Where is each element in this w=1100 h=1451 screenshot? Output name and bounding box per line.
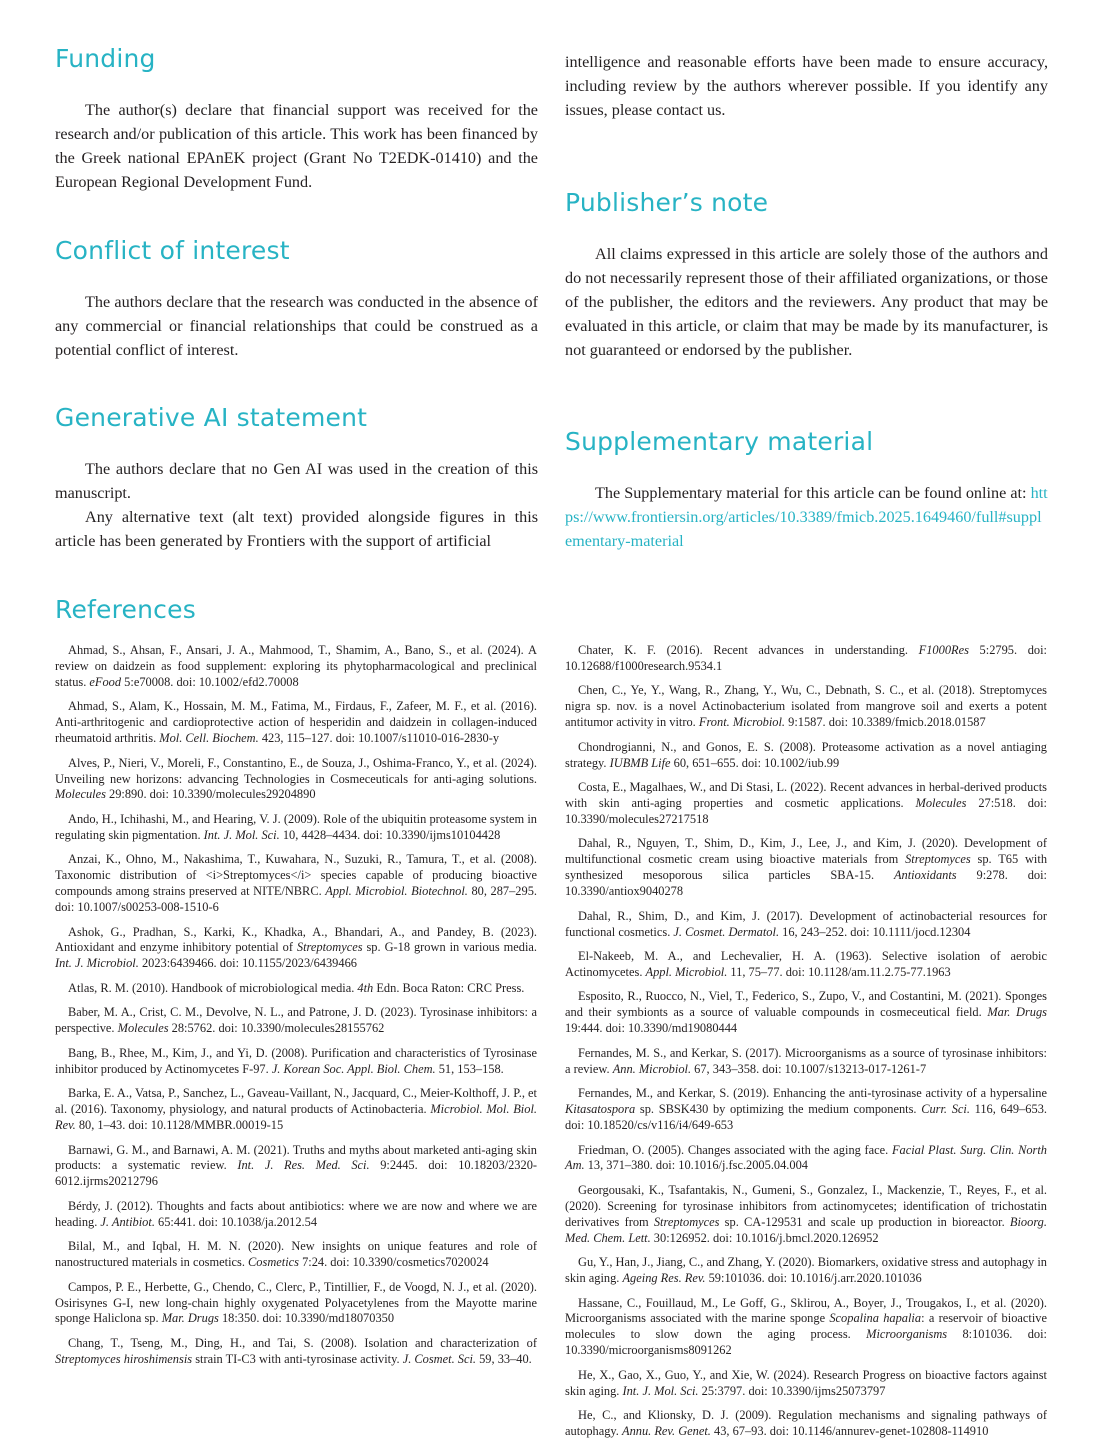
publishers-note-paragraph: All claims expressed in this article are solely those of the authors and do not necessarily represent those of their affiliated organizations, or those of the publisher, the editors and the reviewers. Any product that may be evaluated in this article, or claim that may be made by its manufacturer, is not guaranteed or endorsed by the publisher. [565,245,1048,359]
reference-text: Bang, B., Rhee, M., Kim, J., and Yi, D. (2008). Purification and characteristics of Tyrosinase inhibitor produced by Actinomycetes F-97. [55,1045,537,1076]
reference-text: Anzai, K., Ohno, M., Nakashima, T., Kuwahara, N., Suzuki, R., Tamura, T., et al. (2008). Taxonomic distribution of <i>Streptomyces</i> species capable of producing bioactive compounds among strains preserved at NITE/NBRC. [55,852,537,899]
reference-text: 5:2795. doi: 10.12688/f1000research.9534.1 [565,643,1047,673]
reference-entry [55,1199,537,1231]
reference-journal: Int. J. Mol. Sci. [203,827,280,842]
reference-text: 116, 649–653. doi: 10.18520/cs/v116/i4/649-653 [565,1102,1047,1132]
reference-text: 25:3797. doi: 10.3390/ijms25073797 [698,1383,886,1398]
reference-text: 11, 75–77. doi: 10.1128/am.11.2.75-77.1963 [727,964,951,979]
reference-journal: Ageing Res. Rev. [622,1271,706,1286]
reference-entry [565,1046,1047,1078]
reference-text: 51, 153–158. [435,1061,504,1076]
conflict-of-interest-heading: Conflict of interest [55,236,290,265]
reference-entry [565,683,1047,731]
reference-text: Bilal, M., and Iqbal, H. M. N. (2020). New insights on unique features and role of nanostructured materials in cosmetics. [55,1239,537,1270]
reference-journal: Molecules [55,787,106,802]
reference-entry [565,836,1047,900]
reference-entry [55,1005,537,1037]
reference-journal: IUBMB Life [609,755,671,770]
conflict-of-interest-paragraph: The authors declare that the research was conducted in the absence of any commercial or financial relationships that could be construed as a potential conflict of interest. [55,293,538,359]
reference-text: 80, 1–43. doi: 10.1128/MMBR.00019-15 [75,1118,284,1132]
reference-text: Friedman, O. (2005). Changes associated with the aging face. [578,1142,892,1157]
reference-text: 19:444. doi: 10.3390/md19080444 [565,1021,738,1036]
generative-ai-continuation [565,50,1048,122]
reference-entry [565,1408,1047,1440]
generative-ai-paragraph-continued: intelligence and reasonable efforts have been made to ensure accuracy, including review by the authors wherever possible. If you identify any issues, please contact us. [565,53,1048,119]
reference-text: Chondrogianni, N., and Gonos, E. S. (2008). Proteasome activation as a novel antiaging strategy. [565,739,1047,770]
reference-journal: J. Korean Soc. Appl. Biol. Chem. [271,1061,436,1076]
references-list-right [565,643,1047,1449]
reference-entry [565,1255,1047,1287]
reference-text: Gu, Y., Han, J., Jiang, C., and Zhang, Y. (2020). Biomarkers, oxidative stress and autophagy in skin aging. [565,1255,1047,1286]
reference-journal: Streptomyces [905,852,971,867]
reference-entry [565,989,1047,1037]
reference-journal: Mar. Drugs [987,1005,1047,1020]
reference-text: 43, 67–93. doi: 10.1146/annurev-genet-102808-114910 [710,1424,989,1439]
reference-journal: Molecules [117,1021,169,1036]
reference-text: 29:890. doi: 10.3390/molecules29204890 [105,787,316,802]
supplementary-material-heading: Supplementary material [565,427,874,456]
reference-text: Campos, P. E., Herbette, G., Chendo, C., Clerc, P., Tintillier, F., de Voogd, N. J., et al. (2020). Osirisynes G-I, new long-chain highly oxygenated Polyacetylenes from the Mayotte marine sponge Haliclona sp. [55,1279,537,1326]
funding-section [55,44,538,194]
generative-ai-section [55,403,538,553]
reference-text: 9:2445. doi: 10.18203/2320-6012.ijrms20212796 [55,1158,538,1189]
reference-text: sp. T65 with synthesized mesoporous silica particles SBA-15. [565,852,1048,883]
supplementary-material-link[interactable]: https://www.frontiersin.org/articles/10.3389/fmicb.2025.1649460/full#supplementary-material [565,484,1048,550]
reference-text: Georgousaki, K., Tsafantakis, N., Gumeni, S., Gonzalez, I., Mackenzie, T., Reyes, F., et al. (2020). Screening for tyrosinase inhibitors from actinomycetes; identification of trichostatin derivatives from [565,1182,1047,1229]
reference-journal: Appl. Microbiol. [645,964,728,979]
reference-entry [565,1143,1047,1175]
reference-text: 9:278. doi: 10.3390/antiox9040278 [565,868,1047,899]
reference-journal: Appl. Microbiol. Biotechnol. [325,884,468,899]
reference-entry [55,756,537,804]
reference-journal: Front. Microbiol. [698,715,786,730]
reference-text: sp. SBSK430 by optimizing the medium components. [635,1102,922,1117]
reference-journal: F1000Res [918,643,969,657]
reference-entry [55,1239,537,1271]
reference-text: Alves, P., Nieri, V., Moreli, F., Constantino, E., de Souza, J., Oshima-Franco, Y., et al. (2024). Unveiling new horizons: advancing Technologies in Cosmeceuticals for anti-aging solutions. [55,755,537,786]
reference-journal: Ann. Microbiol. [612,1061,692,1076]
reference-text: 30:126952. doi: 10.1016/j.bmcl.2020.126952 [650,1230,879,1245]
reference-text: Edn. Boca Raton: CRC Press. [373,980,525,995]
reference-text: 10, 4428–4434. doi: 10.3390/ijms10104428 [279,827,501,842]
reference-text: Ahmad, S., Ahsan, F., Ansari, J. A., Mahmood, T., Shamim, A., Bano, S., et al. (2024). A review on daidzein as food supplement: exploring its phytopharmacological and preclinical status. [55,643,537,689]
reference-text: Esposito, R., Ruocco, N., Viel, T., Federico, S., Zupo, V., and Costantini, M. (2021). Sponges and their symbionts as a source of valuable compounds in cosmeceutical field. [565,989,1047,1020]
reference-text: Ahmad, S., Alam, K., Hossain, M. M., Fatima, M., Firdaus, F., Zafeer, M. F., et al. (2016). Anti-arthritogenic and cardioprotective action of hesperidin and daidzein in collagen-induced rheumatoid arthritis. [55,699,537,746]
reference-journal: Streptomyces hiroshimensis [55,1351,193,1366]
reference-journal: Int. J. Res. Med. Sci. [237,1158,370,1173]
reference-text: Chang, T., Tseng, M., Ding, H., and Tai, S. (2008). Isolation and characterization of [68,1335,537,1350]
reference-text: Barnawi, G. M., and Barnawi, A. M. (2021). Truths and myths about marketed anti-aging skin products: a systematic review. [55,1142,537,1173]
reference-text: Dahal, R., Shim, D., and Kim, J. (2017). Development of actinobacterial resources for functional cosmetics. [565,908,1047,939]
generative-ai-paragraph-2: Any alternative text (alt text) provided alongside figures in this article has been generated by Frontiers with the support of artificial [55,508,538,550]
reference-entry [55,981,537,997]
reference-journal: Scopalina hapalia [829,1311,922,1326]
reference-text: Atlas, R. M. (2010). Handbook of microbiological media. [68,980,358,995]
reference-entry [565,740,1047,772]
conflict-of-interest-section [55,236,538,362]
reference-entry [55,852,537,916]
reference-text: 65:441. doi: 10.1038/ja.2012.54 [154,1214,318,1229]
funding-paragraph: The author(s) declare that financial support was received for the research and/or publication of this article. This work has been financed by the Greek national EPAnEK project (Grant No T2EDK-01410) and the European Regional Development Fund. [55,101,538,191]
reference-text: Hassane, C., Fouillaud, M., Le Goff, G., Sklirou, A., Boyer, J., Trougakos, I., et al. (2020). Microorganisms associated with the marine sponge [565,1295,1047,1326]
reference-journal: Mol. Cell. Biochem. [159,731,259,746]
reference-journal: Int. J. Microbiol. [55,956,139,971]
reference-text: Baber, M. A., Crist, C. M., Devolve, N. L., and Patrone, J. D. (2023). Tyrosinase inhibitors: a perspective. [55,1005,537,1036]
reference-text: 60, 651–655. doi: 10.1002/iub.99 [670,755,840,770]
reference-entry [55,1280,537,1328]
reference-text: Chater, K. F. (2016). Recent advances in understanding. [578,643,919,657]
reference-journal: Cosmetics [248,1255,299,1270]
reference-journal: Curr. Sci. [921,1102,970,1117]
reference-journal: Annu. Rev. Genet. [622,1424,711,1439]
references-list-left [55,643,537,1376]
reference-entry [565,1086,1047,1134]
reference-text: El-Nakeeb, M. A., and Lechevalier, H. A. (1963). Selective isolation of aerobic Actinomycetes. [565,949,1047,979]
publishers-note-heading: Publisher’s note [565,188,769,217]
reference-journal: J. Cosmet. Dermatol. [673,924,780,939]
reference-text: Fernandes, M. S., and Kerkar, S. (2017). Microorganisms as a source of tyrosinase inhibitors: a review. [565,1045,1047,1076]
reference-text: sp. G-18 grown in various media. [362,940,538,955]
reference-entry [55,699,537,747]
reference-entry [55,1143,537,1191]
reference-text: 67, 343–358. doi: 10.1007/s13213-017-1261-7 [691,1061,927,1076]
reference-entry [55,925,537,973]
reference-text: 8:101036. doi: 10.3390/microorganisms8091262 [565,1327,1047,1358]
reference-entry [565,1183,1047,1247]
reference-text: strain TI-C3 with anti-tyrosinase activity. [192,1351,403,1366]
reference-journal: Mar. Drugs [161,1311,219,1326]
reference-text: sp. CA-129531 and scale up production in bioreactor. [719,1214,1010,1229]
references-heading: References [55,595,196,624]
reference-entry [55,1046,537,1078]
reference-text: 16, 243–252. doi: 10.1111/jocd.12304 [779,924,971,939]
reference-entry [565,1368,1047,1400]
reference-journal: Kitasatospora [565,1102,636,1117]
reference-journal: Facial Plast. Surg. Clin. North Am. [565,1142,1047,1173]
funding-heading: Funding [55,44,156,73]
reference-journal: eFood [89,674,122,689]
reference-journal: Molecules [915,796,967,811]
reference-text: Costa, E., Magalhaes, W., and Di Stasi, L. (2022). Recent advances in herbal-derived products with skin anti-aging properties and cosmetic applications. [565,780,1047,811]
reference-journal: Antioxidants [893,868,957,883]
reference-text: 7:24. doi: 10.3390/cosmetics7020024 [298,1255,489,1270]
reference-journal: Microbiol. Mol. Biol. Rev. [55,1102,537,1132]
reference-entry [565,949,1047,981]
reference-text: Fernandes, M., and Kerkar, S. (2019). Enhancing the anti-tyrosinase activity of a hypersaline [578,1086,1047,1101]
reference-text: Bérdy, J. (2012). Thoughts and facts about antibiotics: where we are now and where we are heading. [55,1198,537,1229]
reference-text: : a reservoir of bioactive molecules to slow down the aging process. [565,1311,1047,1342]
reference-entry [565,909,1047,941]
reference-journal: Bioorg. Med. Chem. Lett. [565,1214,1047,1245]
reference-text: 2023:6439466. doi: 10.1155/2023/6439466 [138,956,357,971]
reference-entry [55,812,537,844]
reference-text: Chen, C., Ye, Y., Wang, R., Zhang, Y., Wu, C., Debnath, S. C., et al. (2018). Streptomyces nigra sp. nov. is a novel Actinobacterium isolated from mangrove soil and exerts a potent antitumor activity in vitro. [565,683,1047,730]
supplementary-text: The Supplementary material for this article can be found online at: [595,484,1031,502]
reference-entry [565,780,1047,828]
reference-text: 59, 33–40. [476,1351,532,1366]
reference-journal: Streptomyces [296,940,363,955]
reference-text: 28:5762. doi: 10.3390/molecules28155762 [168,1021,385,1036]
reference-journal: J. Cosmet. Sci. [402,1351,477,1366]
supplementary-material-paragraph [565,481,1048,553]
reference-text: 423, 115–127. doi: 10.1007/s11010-016-2830-y [258,731,500,746]
reference-journal: 4th [357,980,374,995]
supplementary-material-section [565,427,1048,553]
reference-journal: Microorganisms [866,1327,948,1342]
reference-text: He, X., Gao, X., Guo, Y., and Xie, W. (2024). Research Progress on bioactive factors against skin aging. [565,1367,1047,1398]
reference-journal: J. Antibiot. [100,1214,155,1229]
reference-journal: Int. J. Mol. Sci. [622,1383,699,1398]
reference-entry [55,643,537,691]
reference-text: 80, 287–295. doi: 10.1007/s00253-008-1510-6 [55,884,537,915]
generative-ai-heading: Generative AI statement [55,403,368,432]
reference-text: 5:e70008. doi: 10.1002/efd2.70008 [121,674,299,689]
reference-text: 9:1587. doi: 10.3389/fmicb.2018.01587 [785,715,986,730]
reference-entry [55,1336,537,1368]
reference-text: Ashok, G., Pradhan, S., Karki, K., Khadka, A., Bhandari, A., and Pandey, B. (2023). Antioxidant and enzyme inhibitory potential of [55,924,537,955]
reference-text: Dahal, R., Nguyen, T., Shim, D., Kim, J., Lee, J., and Kim, J. (2020). Development of multifunctional cosmetic cream using bioactive materials from [565,836,1047,867]
reference-entry [565,643,1047,675]
reference-text: 59:101036. doi: 10.1016/j.arr.2020.101036 [705,1271,922,1286]
reference-entry [565,1296,1047,1360]
reference-text: He, C., and Klionsky, D. J. (2009). Regulation mechanisms and signaling pathways of autophagy. [565,1408,1047,1439]
reference-text: 13, 371–380. doi: 10.1016/j.fsc.2005.04.004 [584,1158,808,1173]
reference-text: Ando, H., Ichihashi, M., and Hearing, V. J. (2009). Role of the ubiquitin proteasome system in regulating skin pigmentation. [55,811,537,842]
reference-entry [55,1086,537,1134]
reference-text: 18:350. doi: 10.3390/md18070350 [218,1311,395,1326]
reference-journal: Streptomyces [653,1214,720,1229]
publishers-note-section [565,188,1048,362]
generative-ai-paragraph-1: The authors declare that no Gen AI was used in the creation of this manuscript. [55,460,538,502]
reference-text: 27:518. doi: 10.3390/molecules27217518 [565,796,1047,826]
reference-text: Barka, E. A., Vatsa, P., Sanchez, L., Gaveau-Vaillant, N., Jacquard, C., Meier-Kolthoff, J. P., et al. (2016). Taxonomy, physiology, and natural products of Actinobacteria. [55,1086,537,1117]
